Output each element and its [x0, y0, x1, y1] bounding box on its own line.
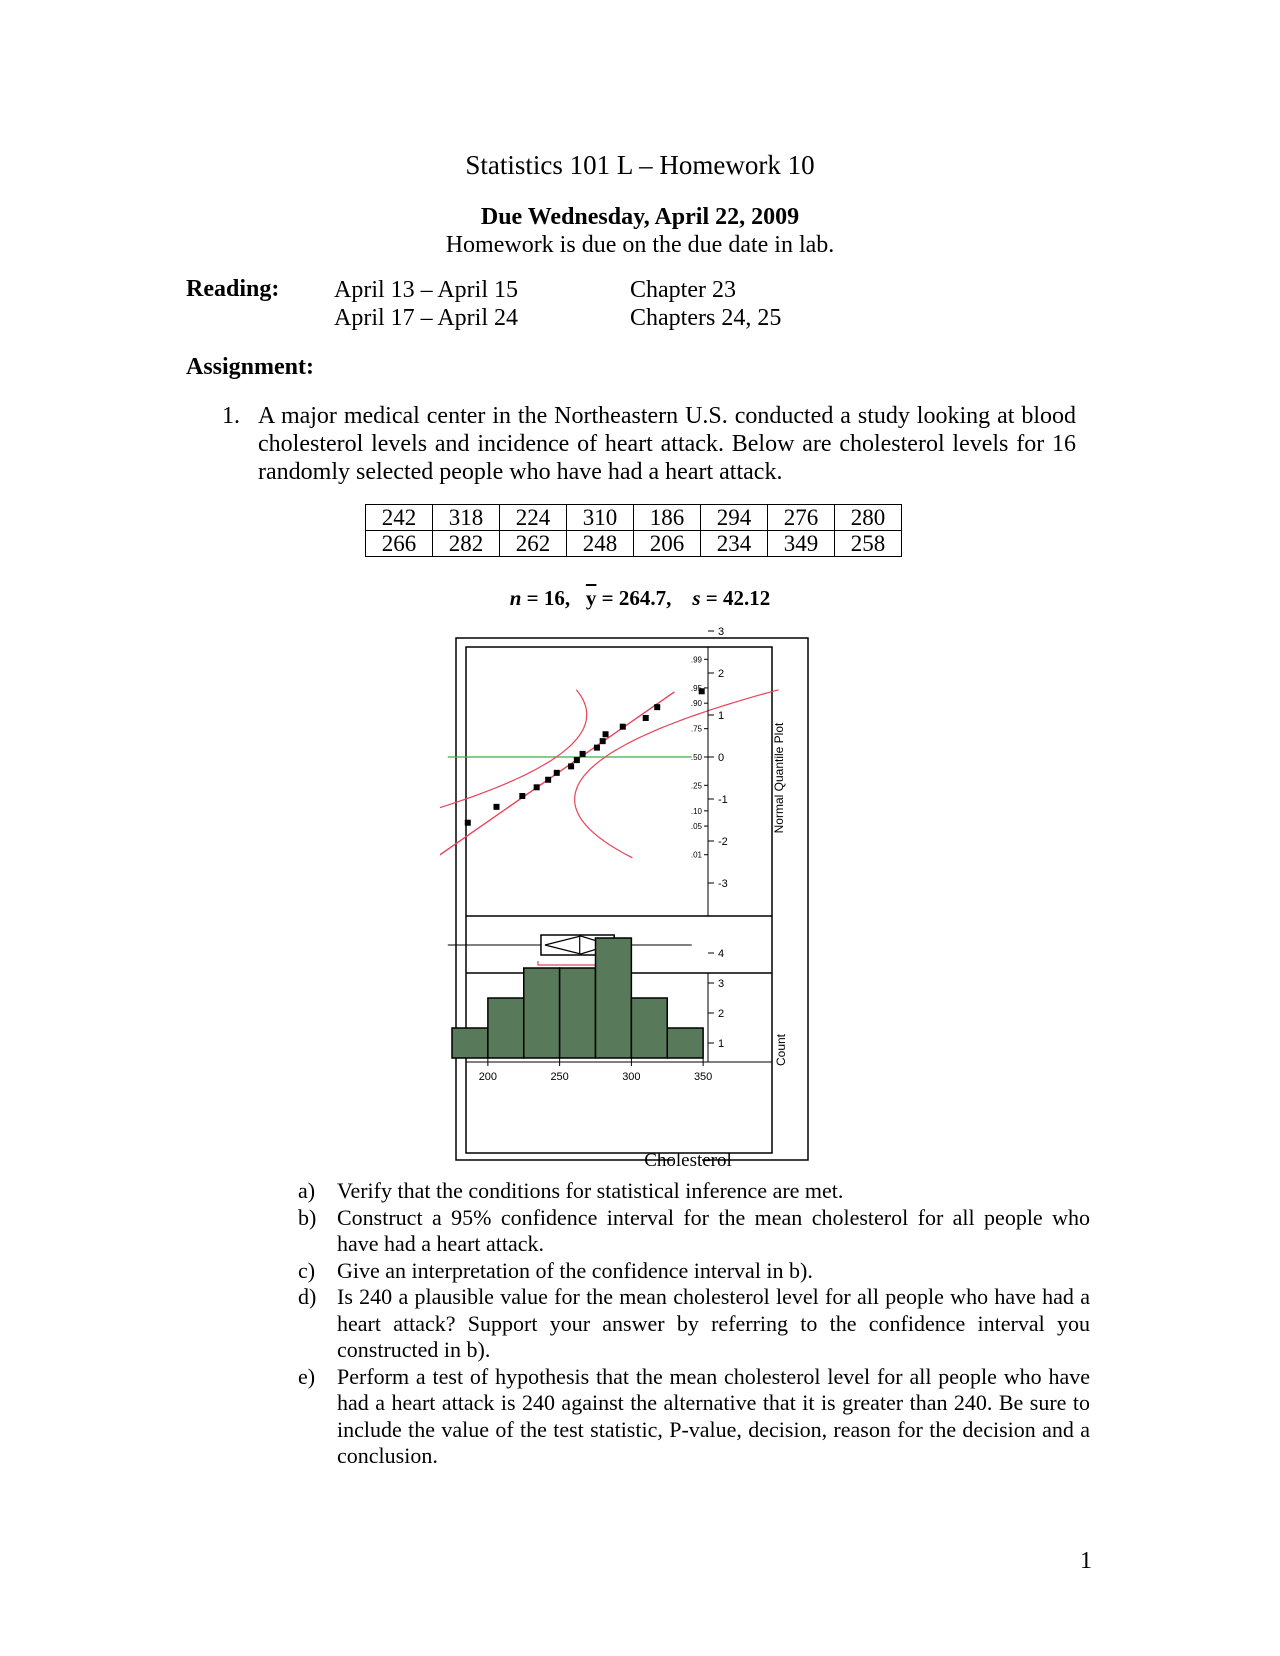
part-a [298, 1178, 1090, 1205]
histogram-bar [524, 968, 560, 1058]
table-cell: 242 [366, 505, 433, 531]
count-tick-label: 2 [718, 1008, 725, 1020]
table-row [366, 505, 902, 531]
part-e-label: e) [298, 1363, 316, 1389]
histogram-bar [667, 1028, 703, 1058]
quantile-point [568, 763, 574, 769]
quantile-axis-title: Normal Quantile Plot [772, 722, 786, 834]
count-tick-label: 3 [718, 978, 725, 990]
page-number: 1 [1080, 1548, 1092, 1574]
part-e-text: Perform a test of hypothesis that the mean cholesterol level for all people who have had a heart attack is 240 against the alternative that it is greater than 240. Be sure to include the value of the test statistic, P-value, decision, reason for the decision and a conclusion. [337, 1363, 1090, 1468]
summary-stats [0, 586, 1280, 611]
part-e [298, 1364, 1090, 1470]
z-tick-label: -2 [718, 836, 728, 848]
cholesterol-table [365, 504, 902, 557]
z-tick-label: 3 [718, 626, 725, 638]
quantile-point [493, 804, 499, 810]
histogram-bar [631, 998, 667, 1058]
quantile-point [465, 820, 471, 826]
reading-label: Reading: [186, 276, 280, 302]
part-c-text: Give an interpretation of the confidence interval in b). [337, 1257, 813, 1283]
quantile-point [534, 784, 540, 790]
quantile-point [654, 704, 660, 710]
table-cell: 258 [835, 531, 902, 557]
part-c-label: c) [298, 1257, 316, 1283]
histogram-bar [488, 998, 524, 1058]
z-tick-label: -3 [718, 878, 728, 890]
histogram-bar [560, 968, 596, 1058]
table-row [366, 531, 902, 557]
part-d-label: d) [298, 1284, 317, 1309]
quantile-point [620, 724, 626, 730]
prob-tick-label: .75 [690, 724, 702, 734]
prob-tick-label: .50 [690, 753, 702, 762]
page-title: Statistics 101 L – Homework 10 [465, 150, 815, 180]
z-tick-label: 1 [718, 710, 725, 722]
table-cell: 276 [768, 505, 835, 531]
table-cell: 318 [433, 505, 500, 531]
quantile-point [600, 738, 606, 744]
table-cell: 206 [634, 531, 701, 557]
z-tick-label: 0 [718, 752, 725, 764]
table-cell: 266 [366, 531, 433, 557]
prob-tick-label: .25 [690, 781, 702, 791]
table-cell: 262 [500, 531, 567, 557]
part-a-text: Verify that the conditions for statistical inference are met. [337, 1178, 844, 1203]
reading-chapters-2: Chapters 24, 25 [630, 305, 782, 331]
confidence-band-upper [440, 690, 587, 858]
n-label: n [509, 586, 522, 610]
x-axis-title: Cholesterol [644, 1150, 732, 1171]
table-cell: 234 [701, 531, 768, 557]
quantile-point [594, 745, 600, 751]
question-text: A major medical center in the Northeastern U.S. conducted a study looking at blood cholesterol levels and incidence of heart attack. Below are cholesterol levels for 16 randomly selected people who have had a heart attack. [258, 403, 1076, 485]
ybar-value: = 264.7, [596, 586, 672, 610]
table-cell: 310 [567, 505, 634, 531]
due-note: Homework is due on the due date in lab. [445, 232, 835, 258]
s-label: s [692, 586, 701, 610]
table-cell: 294 [701, 505, 768, 531]
confidence-band-lower [575, 690, 779, 858]
prob-tick-label: .99 [690, 655, 702, 665]
prob-tick-label: .10 [690, 806, 702, 816]
reading-chapters-1: Chapter 23 [630, 277, 736, 303]
x-tick-label: 300 [622, 1071, 641, 1083]
part-d-text: Is 240 a plausible value for the mean cholesterol level for all people who have had a heart attack? Support your answer by referring to the confidence interval you constructed in b). [337, 1284, 1090, 1362]
reading-dates-2: April 17 – April 24 [334, 305, 518, 331]
part-d [298, 1284, 1090, 1364]
quantile-point [554, 770, 560, 776]
prob-tick-label: .01 [690, 850, 702, 860]
quantile-point [643, 715, 649, 721]
question-parts [298, 1178, 1090, 1470]
x-tick-label: 200 [478, 1071, 498, 1083]
histogram-bar [596, 938, 632, 1058]
count-axis-title: Count [774, 1033, 788, 1067]
ybar-label: $\overline{y}$ [585, 586, 597, 610]
x-tick-label: 250 [550, 1071, 569, 1083]
z-tick-label: 2 [718, 668, 725, 680]
quantile-point [545, 777, 551, 783]
reading-dates-1: April 13 – April 15 [334, 277, 518, 303]
part-a-label: a) [298, 1178, 316, 1203]
prob-tick-label: .05 [690, 822, 702, 832]
table-cell: 224 [500, 505, 567, 531]
quantile-point [574, 757, 580, 763]
part-b [298, 1205, 1090, 1258]
due-date: Due Wednesday, April 22, 2009 [480, 204, 800, 230]
s-value: = 42.12 [700, 586, 771, 610]
prob-tick-label: .90 [690, 699, 702, 709]
question-number: 1. [222, 403, 240, 429]
table-cell: 282 [433, 531, 500, 557]
part-b-label: b) [298, 1204, 317, 1230]
part-b-text: Construct a 95% confidence interval for the mean cholesterol for all people who have had a heart attack. [337, 1204, 1090, 1256]
quantile-point [580, 751, 586, 757]
table-cell: 186 [634, 505, 701, 531]
histogram-bar [452, 1028, 488, 1058]
quantile-point [519, 793, 525, 799]
part-c [298, 1258, 1090, 1285]
count-tick-label: 4 [718, 948, 725, 960]
z-tick-label: -1 [718, 794, 728, 806]
table-cell: 280 [835, 505, 902, 531]
quantile-point [603, 731, 609, 737]
x-tick-label: 350 [693, 1071, 713, 1083]
table-cell: 248 [567, 531, 634, 557]
count-tick-label: 1 [718, 1038, 725, 1050]
n-value: = 16, [521, 586, 571, 610]
distribution-chart [440, 618, 830, 1178]
assignment-label: Assignment: [186, 354, 315, 380]
table-cell: 349 [768, 531, 835, 557]
prob-tick-label: .95 [690, 683, 702, 693]
